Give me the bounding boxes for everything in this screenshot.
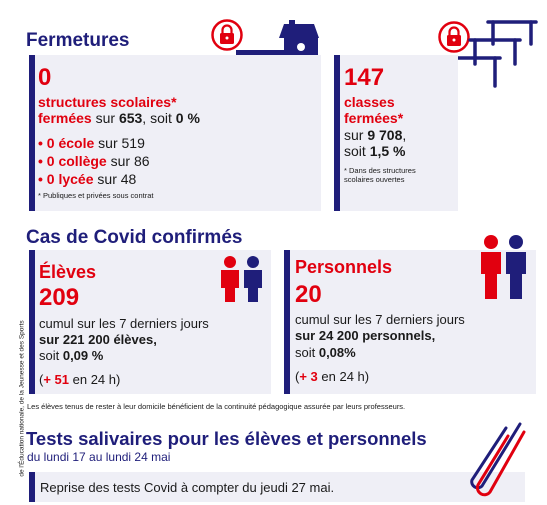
personnels-delta — [295, 369, 369, 384]
classes-label-2: fermées* — [344, 110, 404, 126]
personnels-delta-open: ( — [295, 369, 300, 384]
personnels-delta-rest: en 24 h) — [317, 369, 370, 384]
eleves-percent-line — [39, 348, 103, 363]
classes-soit: soit — [344, 143, 370, 159]
list-item — [38, 134, 150, 152]
structures-number: 0 — [38, 64, 52, 91]
college-label: • 0 collège — [38, 153, 107, 169]
personnels-number: 20 — [295, 281, 322, 308]
eleves-delta-rest: en 24 h) — [69, 372, 121, 387]
list-item — [38, 170, 150, 188]
eleves-cumul: cumul sur les 7 derniers jours — [39, 316, 209, 331]
structures-ratio-label: fermées — [38, 110, 92, 126]
classes-footnote — [344, 166, 416, 184]
eleves-percent: 0,09 % — [62, 348, 104, 363]
personnels-label: Personnels — [295, 257, 393, 277]
classes-number: 147 — [344, 64, 385, 91]
classes-ratio — [344, 127, 406, 143]
classes-label-1: classes — [344, 94, 395, 110]
eleves-total: sur 221 200 élèves, — [39, 332, 157, 347]
structures-percent: 0 % — [175, 110, 200, 126]
lycee-label: • 0 lycée — [38, 171, 94, 187]
fermetures-title: Fermetures — [26, 30, 130, 51]
tests-subtitle: du lundi 17 au lundi 24 mai — [27, 450, 171, 464]
lycee-total: sur 48 — [93, 171, 137, 187]
tests-title: Tests salivaires pour les élèves et personnels — [26, 428, 427, 449]
eleves-delta-open: ( — [39, 372, 44, 387]
classes-comma: , — [402, 127, 407, 143]
ecole-total: sur 519 — [94, 135, 145, 151]
side-credit: de l'Éducation nationale, de la Jeunesse et des Sports — [18, 320, 26, 477]
covid-note: Les élèves tenus de rester à leur domicile bénéficient de la continuité pédagogique assurée par leurs professeurs. — [27, 402, 406, 411]
classes-sur: sur — [344, 127, 368, 143]
desks-icon — [448, 14, 540, 94]
classes-total: 9 708 — [367, 127, 403, 143]
people-icon — [478, 233, 530, 301]
classes-footnote-2: scolaires ouvertes — [344, 175, 405, 184]
people-icon — [218, 254, 266, 304]
college-total: sur 86 — [106, 153, 150, 169]
structures-label: structures scolaires* — [38, 94, 177, 110]
structures-ratio — [38, 110, 200, 126]
eleves-soit: soit — [39, 348, 63, 363]
personnels-cumul: cumul sur les 7 derniers jours — [295, 312, 465, 327]
ecole-label: • 0 école — [38, 135, 95, 151]
structures-breakdown — [38, 134, 150, 188]
structures-soit: , soit — [142, 110, 176, 126]
covid-title: Cas de Covid confirmés — [26, 227, 243, 248]
eleves-delta — [39, 372, 120, 387]
structures-ratio-sur: sur — [91, 110, 119, 126]
classes-footnote-1: * Dans des structures — [344, 166, 416, 175]
list-item — [38, 152, 150, 170]
classes-percent: 1,5 % — [369, 143, 406, 159]
eleves-delta-value: + 51 — [43, 372, 70, 387]
tests-message: Reprise des tests Covid à compter du jeudi 27 mai. — [40, 480, 335, 495]
classes-percent-line — [344, 143, 406, 159]
eleves-label: Élèves — [39, 262, 97, 282]
personnels-percent: 0,08% — [318, 345, 356, 360]
personnels-soit: soit — [295, 345, 319, 360]
personnels-total: sur 24 200 personnels, — [295, 328, 436, 343]
structures-footnote: * Publiques et privées sous contrat — [38, 191, 154, 200]
eleves-number: 209 — [39, 284, 80, 311]
paperclip-icon — [468, 420, 528, 500]
structures-total: 653 — [118, 110, 143, 126]
personnels-percent-line — [295, 345, 356, 360]
personnels-delta-value: + 3 — [299, 369, 318, 384]
